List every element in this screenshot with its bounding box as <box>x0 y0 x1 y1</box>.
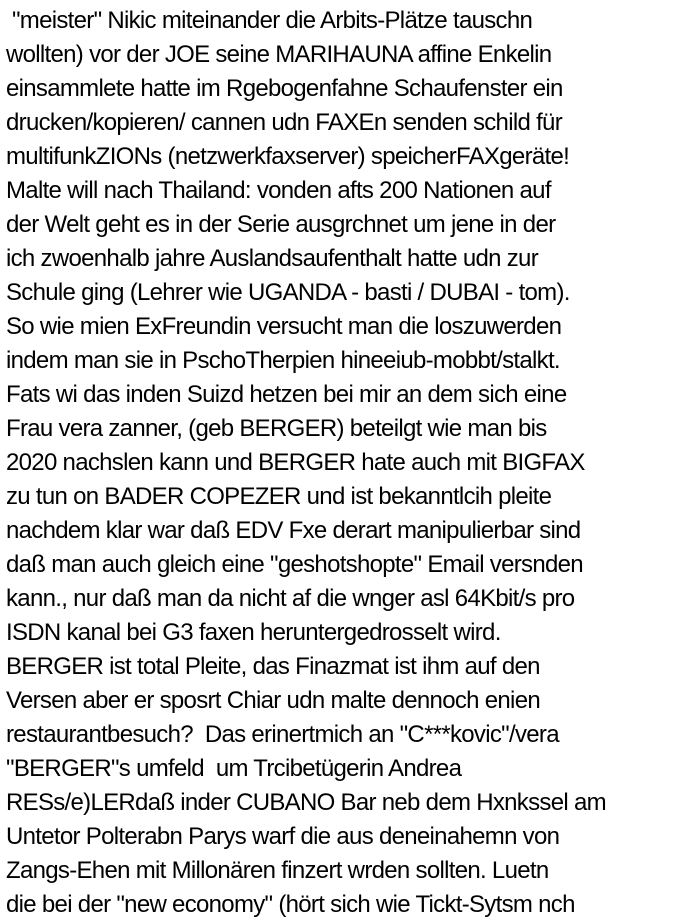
text-line: Fats wi das inden Suizd hetzen bei mir an dem sich eine <box>6 381 567 408</box>
text-line: multifunkZIONs (netzwerkfaxserver) speicherFAXgeräte! <box>6 143 570 170</box>
text-line: drucken/kopieren/ cannen udn FAXEn senden schild für <box>6 109 562 136</box>
text-line: BERGER ist total Pleite, das Finazmat ist ihm auf den <box>6 653 540 680</box>
text-line: restaurantbesuch? Das erinertmich an "C***kovic"/vera <box>6 721 559 748</box>
text-line: Versen aber er sposrt Chiar udn malte dennoch enien <box>6 687 540 714</box>
text-line: So wie mien ExFreundin versucht man die loszuwerden <box>6 313 562 340</box>
text-line: Frau vera zanner, (geb BERGER) beteilgt wie man bis <box>6 415 547 442</box>
text-line: der Welt geht es in der Serie ausgrchnet um jene in der <box>6 211 556 238</box>
text-line: Untetor Polterabn Parys warf die aus deneinahemn von <box>6 823 560 850</box>
text-line: zu tun on BADER COPEZER und ist bekanntlcih pleite <box>6 483 552 510</box>
text-line: daß man auch gleich eine "geshotshopte" Email versnden <box>6 551 583 578</box>
text-line: kann., nur daß man da nicht af die wnger asl 64Kbit/s pro <box>6 585 575 612</box>
text-line: wollten) vor der JOE seine MARIHAUNA affine Enkelin <box>6 41 552 68</box>
text-line: 2020 nachslen kann und BERGER hate auch mit BIGFAX <box>6 449 585 476</box>
text-line: Malte will nach Thailand: vonden afts 200 Nationen auf <box>6 177 551 204</box>
text-line: RESs/e)LERdaß inder CUBANO Bar neb dem Hxnkssel am <box>6 789 606 816</box>
text-line: indem man sie in PschoTherpien hineeiub-mobbt/stalkt. <box>6 347 560 374</box>
text-line: die bei der "new economy" (hört sich wie Tickt-Sytsm nch <box>6 891 575 918</box>
text-line: nachdem klar war daß EDV Fxe derart manipulierbar sind <box>6 517 581 544</box>
text-line: einsammlete hatte im Rgebogenfahne Schaufenster ein <box>6 75 563 102</box>
text-line: ISDN kanal bei G3 faxen heruntergedrosselt wird. <box>6 619 501 646</box>
text-line: "BERGER"s umfeld um Trcibetügerin Andrea <box>6 755 462 782</box>
text-line: "meister" Nikic miteinander die Arbits-Plätze tauschn <box>6 7 533 34</box>
text-line: ich zwoenhalb jahre Auslandsaufenthalt hatte udn zur <box>6 245 538 272</box>
text-line: Zangs-Ehen mit Millonären finzert wrden sollten. Luetn <box>6 857 549 884</box>
text-line: Schule ging (Lehrer wie UGANDA - basti / DUBAI - tom). <box>6 279 570 306</box>
